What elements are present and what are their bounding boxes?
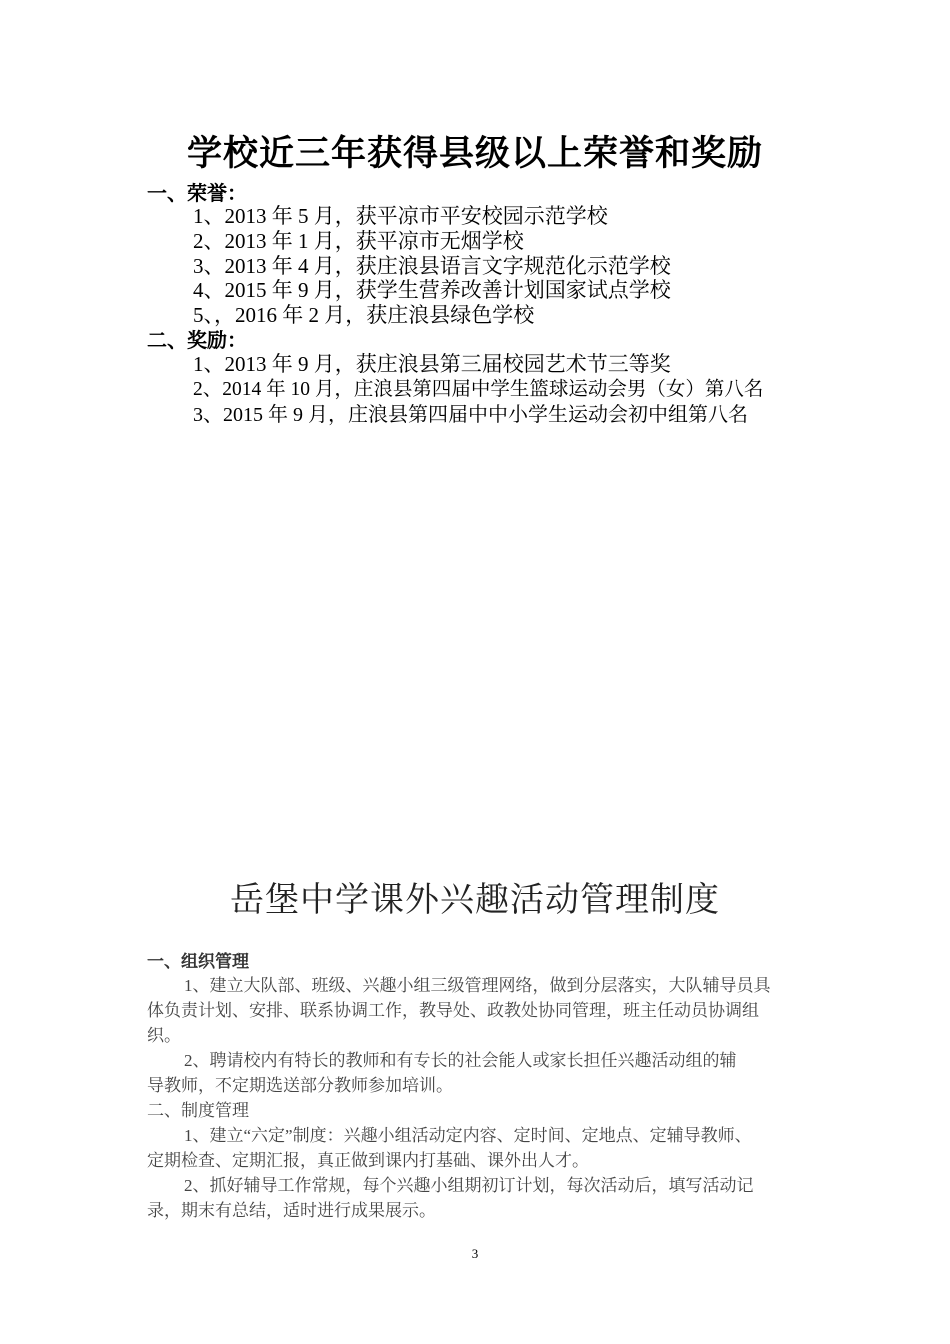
page-title: 学校近三年获得县级以上荣誉和奖励 (186, 134, 763, 174)
award-item: 2、2014 年 10 月，庄浪县第四届中学生篮球运动会男（女）第八名 (193, 379, 764, 400)
paragraph-line: 定期检查、定期汇报，真正做到课内打基础、课外出人才。 (147, 1151, 589, 1170)
paragraph-line: 体负责计划、安排、联系协调工作，教导处、政教处协同管理，班主任动员协调组 (147, 1001, 759, 1020)
award-item: 1、2013 年 9 月，获庄浪县第三届校园艺术节三等奖 (193, 352, 671, 376)
paragraph-line: 2、聘请校内有特长的教师和有专长的社会能人或家长担任兴趣活动组的辅 (184, 1051, 737, 1070)
paragraph-line: 导教师，不定期选送部分教师参加培训。 (147, 1076, 453, 1095)
honor-item: 2、2013 年 1 月，获平凉市无烟学校 (193, 229, 524, 253)
honor-item: 3、2013 年 4 月，获庄浪县语言文字规范化示范学校 (193, 254, 671, 278)
honor-item: 1、2013 年 5 月，获平凉市平安校园示范学校 (193, 204, 608, 228)
awards-heading: 二、奖励： (147, 328, 247, 352)
section2-heading: 二、制度管理 (147, 1101, 249, 1120)
paragraph-line: 织。 (147, 1026, 181, 1045)
page-number: 3 (471, 1246, 479, 1261)
award-item: 3、2015 年 9 月，庄浪县第四届中中小学生运动会初中组第八名 (193, 404, 748, 426)
section-title: 岳堡中学课外兴趣活动管理制度 (230, 880, 720, 920)
paragraph-line: 录，期末有总结，适时进行成果展示。 (147, 1201, 436, 1220)
paragraph-line: 1、建立“六定”制度：兴趣小组活动定内容、定时间、定地点、定辅导教师、 (184, 1126, 752, 1145)
section1-heading: 一、组织管理 (147, 952, 249, 972)
honor-item: 5、，2016 年 2 月，获庄浪县绿色学校 (193, 303, 535, 327)
honor-item: 4、2015 年 9 月，获学生营养改善计划国家试点学校 (193, 278, 671, 302)
paragraph-line: 1、建立大队部、班级、兴趣小组三级管理网络，做到分层落实，大队辅导员具 (184, 976, 771, 995)
honors-heading: 一、荣誉： (147, 181, 247, 205)
paragraph-line: 2、抓好辅导工作常规，每个兴趣小组期初订计划，每次活动后，填写活动记 (184, 1176, 754, 1195)
